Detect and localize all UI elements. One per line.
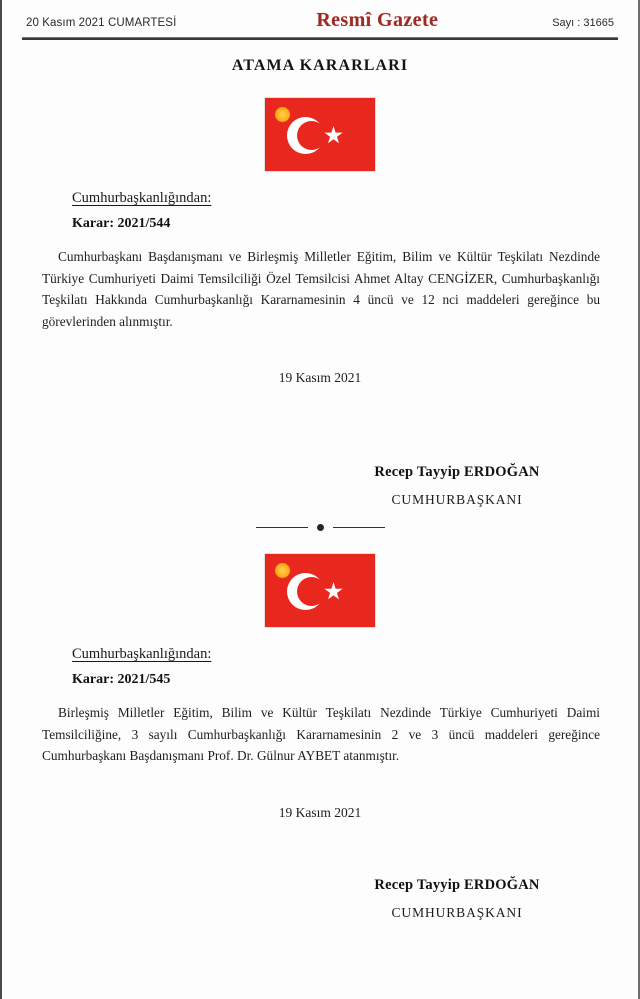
- signature-block-1: [332, 464, 582, 508]
- decree-number-1: Karar: 2021/544: [72, 216, 171, 231]
- page-title: ATAMA KARARLARI: [231, 57, 409, 74]
- decree-issuer-2: Cumhurbaşkanlığından:: [72, 646, 212, 663]
- turkish-flag-icon: [264, 553, 376, 628]
- signatory-role-1: CUMHURBAŞKANI: [391, 492, 523, 508]
- publication-date: 20 Kasım 2021 CUMARTESİ: [26, 17, 177, 29]
- flag-artifact-dot-icon: [275, 107, 290, 122]
- decree-number-2: Karar: 2021/545: [72, 672, 171, 688]
- decree-block-2: [20, 553, 620, 921]
- flag-star-icon: [324, 126, 343, 145]
- signatory-name-2: Recep Tayyip ERDOĞAN: [374, 876, 540, 893]
- flag-star-icon: [324, 582, 343, 601]
- gazette-title: Resmî Gazete: [316, 9, 439, 31]
- masthead: [20, 0, 620, 36]
- decree-date-2: 19 Kasım 2021: [278, 804, 362, 820]
- issue-number: Sayı : 31665: [552, 17, 614, 29]
- divider-line-right: [333, 527, 385, 529]
- flag-container-1: [34, 97, 606, 172]
- signatory-name-1: Recep Tayyip ERDOĞAN: [374, 464, 540, 481]
- decree-body-1: Cumhurbaşkanı Başdanışmanı ve Birleşmiş Milletler Eğitim, Bilim ve Kültür Teşkilatı Nezdinde Türkiye Cumhuriyeti Daimi Temsilciliği Özel Temsilcisi Ahmet Altay CENGİZER, Cumhurbaşkanlığı Teşkilatı Hakkında Cumhurbaşkanlığı Kararnamesinin 4 üncü ve 12 nci maddeleri gereğince bu görevlerinden alınmıştır.: [42, 249, 600, 329]
- flag-crescent-icon: [287, 573, 324, 610]
- decree-block-1: [20, 97, 620, 508]
- section-divider: [20, 524, 620, 531]
- divider-line-left: [256, 527, 308, 529]
- signatory-role-2: CUMHURBAŞKANI: [391, 904, 523, 920]
- decree-date-1: 19 Kasım 2021: [278, 370, 362, 386]
- flag-artifact-dot-icon: [275, 563, 290, 578]
- flag-crescent-icon: [287, 117, 324, 154]
- header-rule: [22, 37, 618, 40]
- decree-body-2: Birleşmiş Milletler Eğitim, Bilim ve Kültür Teşkilatı Nezdinde Türkiye Cumhuriyeti Daimi Temsilciliğine, 3 sayılı Cumhurbaşkanlığı Kararnamesinin 2 ve 3 üncü maddeleri gereğince Cumhurbaşkanı Başdanışmanı Prof. Dr. Gülnur AYBET atanmıştır.: [42, 705, 600, 764]
- turkish-flag-icon: [264, 97, 376, 172]
- divider-dot-icon: [317, 524, 324, 531]
- flag-container-2: [34, 553, 606, 628]
- decree-issuer-1: Cumhurbaşkanlığından:: [72, 190, 212, 206]
- signature-block-2: [332, 877, 582, 921]
